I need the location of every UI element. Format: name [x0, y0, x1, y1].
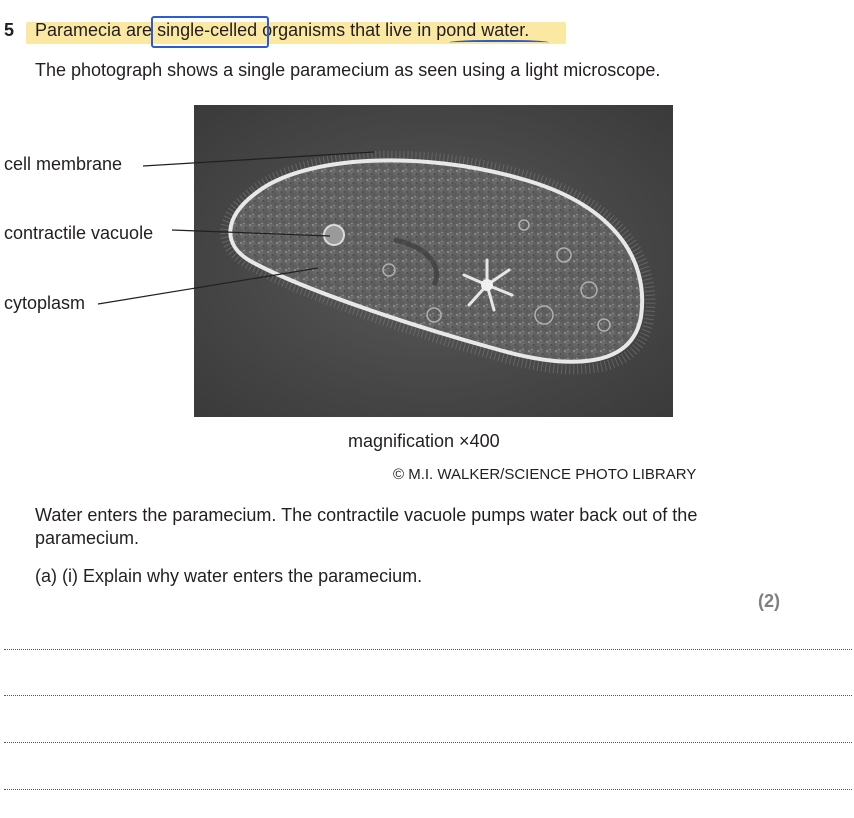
answer-line[interactable] — [4, 695, 852, 696]
answer-line[interactable] — [4, 742, 852, 743]
stem-boxed-term: single-celled — [157, 20, 258, 40]
stem-underlined-term: pond water — [436, 20, 525, 40]
photo-credit: © M.I. WALKER/SCIENCE PHOTO LIBRARY — [393, 466, 697, 483]
question-number: 5 — [4, 20, 15, 40]
intro-text: The photograph shows a single paramecium as seen using a light microscope. — [35, 60, 661, 80]
answer-line[interactable] — [4, 649, 852, 650]
marks-indicator: (2) — [758, 591, 780, 611]
answer-line[interactable] — [4, 789, 852, 790]
stem-end: . — [524, 20, 530, 40]
label-cell-membrane: cell membrane — [4, 154, 123, 174]
question-a-i: (a) (i) Explain why water enters the paramecium. — [35, 566, 423, 586]
label-cytoplasm: cytoplasm — [4, 293, 86, 313]
magnification-caption: magnification ×400 — [348, 431, 500, 451]
label-contractile-vacuole: contractile vacuole — [4, 223, 154, 243]
stem-text-2: organisms that live in — [257, 20, 437, 40]
stem-text-1: Paramecia are — [35, 20, 158, 40]
context-text: Water enters the paramecium. The contractile vacuole pumps water back out of the paramecium. — [35, 505, 698, 548]
